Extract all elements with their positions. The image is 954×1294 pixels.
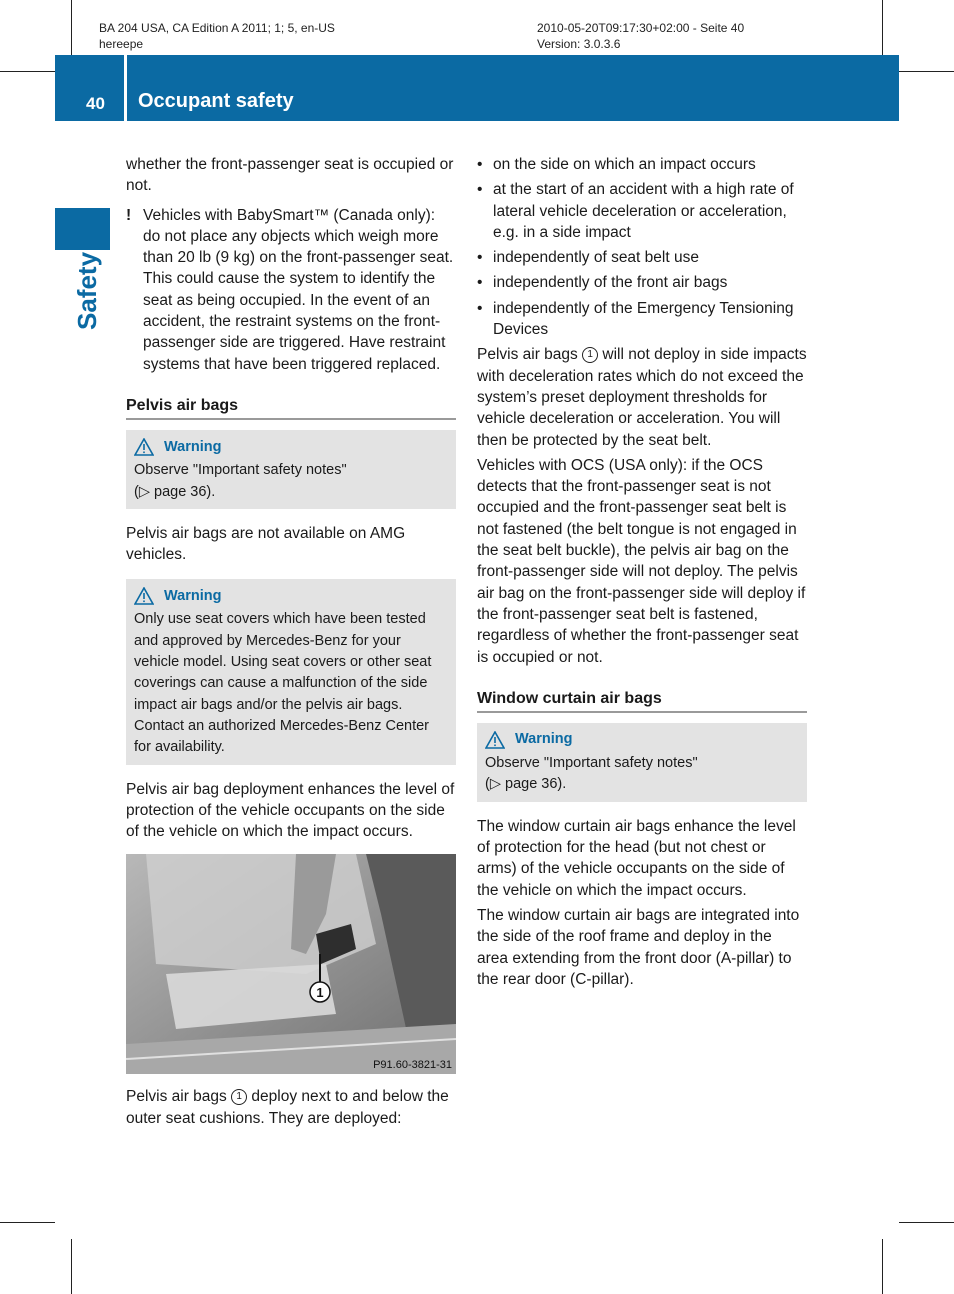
bullet-mark: • bbox=[477, 156, 483, 173]
warning-triangle-icon bbox=[485, 731, 505, 749]
section-heading: Pelvis air bags bbox=[126, 395, 456, 420]
warning-header bbox=[134, 583, 448, 609]
warning-box bbox=[126, 579, 456, 764]
section-tab bbox=[55, 208, 110, 250]
paragraph: Pelvis air bag deployment enhances the level of protection of the vehicle occupants on the side of the vehicle on which the impact occurs. bbox=[126, 780, 455, 841]
header-separator bbox=[124, 55, 127, 121]
notice-block bbox=[126, 205, 456, 375]
warning-header bbox=[134, 434, 448, 460]
warning-title: Warning bbox=[164, 438, 222, 455]
right-column bbox=[477, 154, 807, 994]
page-title: Occupant safety bbox=[138, 90, 294, 112]
page-number: 40 bbox=[86, 94, 105, 113]
crop-mark bbox=[71, 0, 72, 55]
paragraph: Vehicles with OCS (USA only): if the OCS detects that the front-passenger seat is not occupied and the front-passenger seat belt is not fastened (the belt tongue is not engaged in the seat belt buckle), the pelvis air bag on the front-passenger side will not deploy. The pelvis air bag on the front-passenger side will deploy if the front-passenger seat belt is fastened, regardless of whether the front-passenger seat is occupied or not. bbox=[477, 456, 806, 666]
text-run: Pelvis air bags bbox=[477, 346, 578, 364]
paragraph: The window curtain air bags enhance the level of protection for the head (but not chest or arms) of the vehicle occupants on the side of the vehicle on which the impact occurs. bbox=[477, 817, 796, 899]
list-item bbox=[477, 272, 807, 293]
callout-number: 1 bbox=[231, 1089, 247, 1105]
warning-triangle-icon bbox=[134, 587, 154, 605]
crop-mark bbox=[899, 71, 954, 72]
warning-text: Only use seat covers which have been tested and approved by Mercedes-Benz for your vehicle model. Using seat covers or other seat coverings can cause a malfunction of the side impact air bags and/or the pelvis air bags. Contact an authorized Mercedes-Benz Center for availability. bbox=[134, 611, 432, 756]
bullet-mark: • bbox=[477, 181, 483, 199]
crop-mark bbox=[882, 1239, 883, 1294]
text-run: will not deploy in side impacts with deceleration rates which do not exceed the system’s preset deployment thresholds for vehicle deceleration or acceleration. You will then be protected by the seat belt. bbox=[477, 346, 807, 449]
list-item-text: independently of the Emergency Tensioning Devices bbox=[493, 299, 794, 339]
bullet-mark: • bbox=[477, 274, 483, 292]
warning-text: Observe "Important safety notes" bbox=[134, 462, 347, 479]
list-item-text: independently of seat belt use bbox=[493, 249, 699, 267]
list-item bbox=[477, 179, 807, 243]
paragraph: The window curtain air bags are integrated into the side of the roof frame and deploy in the area extending from the front door (A-pillar) to the rear door (C-pillar). bbox=[477, 906, 800, 988]
page-reference[interactable]: (▷ page 36). bbox=[134, 483, 216, 500]
list-item-text: independently of the front air bags bbox=[493, 274, 728, 292]
crop-mark bbox=[882, 0, 883, 55]
seat-photo bbox=[126, 854, 456, 1074]
photo-code: P91.60-3821-31 bbox=[373, 1059, 452, 1072]
warning-header bbox=[485, 727, 799, 753]
paragraph bbox=[126, 1086, 456, 1129]
meta-left-line1: BA 204 USA, CA Edition A 2011; 1; 5, en-US bbox=[99, 21, 335, 35]
callout-number: 1 bbox=[582, 347, 598, 363]
exclamation-icon: ! bbox=[126, 206, 132, 224]
bullet-mark: • bbox=[477, 249, 483, 267]
warning-box bbox=[126, 430, 456, 509]
page-reference[interactable]: (▷ page 36). bbox=[485, 776, 567, 793]
print-meta-right bbox=[537, 20, 744, 52]
warning-title: Warning bbox=[515, 731, 573, 748]
section-heading: Window curtain air bags bbox=[477, 688, 807, 713]
list-item-text: on the side on which an impact occurs bbox=[493, 156, 756, 173]
list-item bbox=[477, 154, 807, 175]
crop-mark bbox=[0, 71, 55, 72]
list-item bbox=[477, 247, 807, 268]
paragraph: Pelvis air bags are not available on AMG vehicles. bbox=[126, 524, 406, 564]
meta-right-line2: Version: 3.0.3.6 bbox=[537, 37, 621, 51]
crop-mark bbox=[899, 1222, 954, 1223]
warning-triangle-icon bbox=[134, 438, 154, 456]
notice-text: Vehicles with BabySmart™ (Canada only): do not place any objects which weigh more than 20 lb (9 kg) on the front-passenger seat. This could cause the system to identify the seat as being occupied. In the event of an accident, the restraint systems on the front-passenger side are triggered. Have restraint systems that have been triggered replaced. bbox=[143, 206, 454, 373]
meta-right-line1: 2010-05-20T09:17:30+02:00 - Seite 40 bbox=[537, 21, 745, 35]
print-meta-left bbox=[99, 20, 335, 52]
list-item bbox=[477, 298, 807, 341]
paragraph: whether the front-passenger seat is occupied or not. bbox=[126, 156, 454, 195]
crop-mark bbox=[0, 1222, 55, 1223]
bullet-list bbox=[477, 154, 807, 340]
meta-left-line2: hereepe bbox=[99, 37, 144, 51]
warning-text: Observe "Important safety notes" bbox=[485, 755, 698, 772]
photo-callout: 1 bbox=[316, 985, 324, 1001]
warning-box bbox=[477, 723, 807, 802]
bullet-mark: • bbox=[477, 299, 483, 317]
section-label: Safety bbox=[72, 251, 102, 330]
paragraph bbox=[477, 344, 807, 450]
crop-mark bbox=[71, 1239, 72, 1294]
list-item-text: at the start of an accident with a high rate of lateral vehicle deceleration or acceleration, e.g. in a side impact bbox=[493, 181, 794, 241]
text-run: deploy next to and below the outer seat cushions. They are deployed: bbox=[126, 1088, 449, 1127]
seat-illustration bbox=[126, 854, 456, 1074]
text-run: Pelvis air bags bbox=[126, 1088, 227, 1106]
left-column bbox=[126, 154, 456, 1133]
warning-title: Warning bbox=[164, 587, 222, 604]
